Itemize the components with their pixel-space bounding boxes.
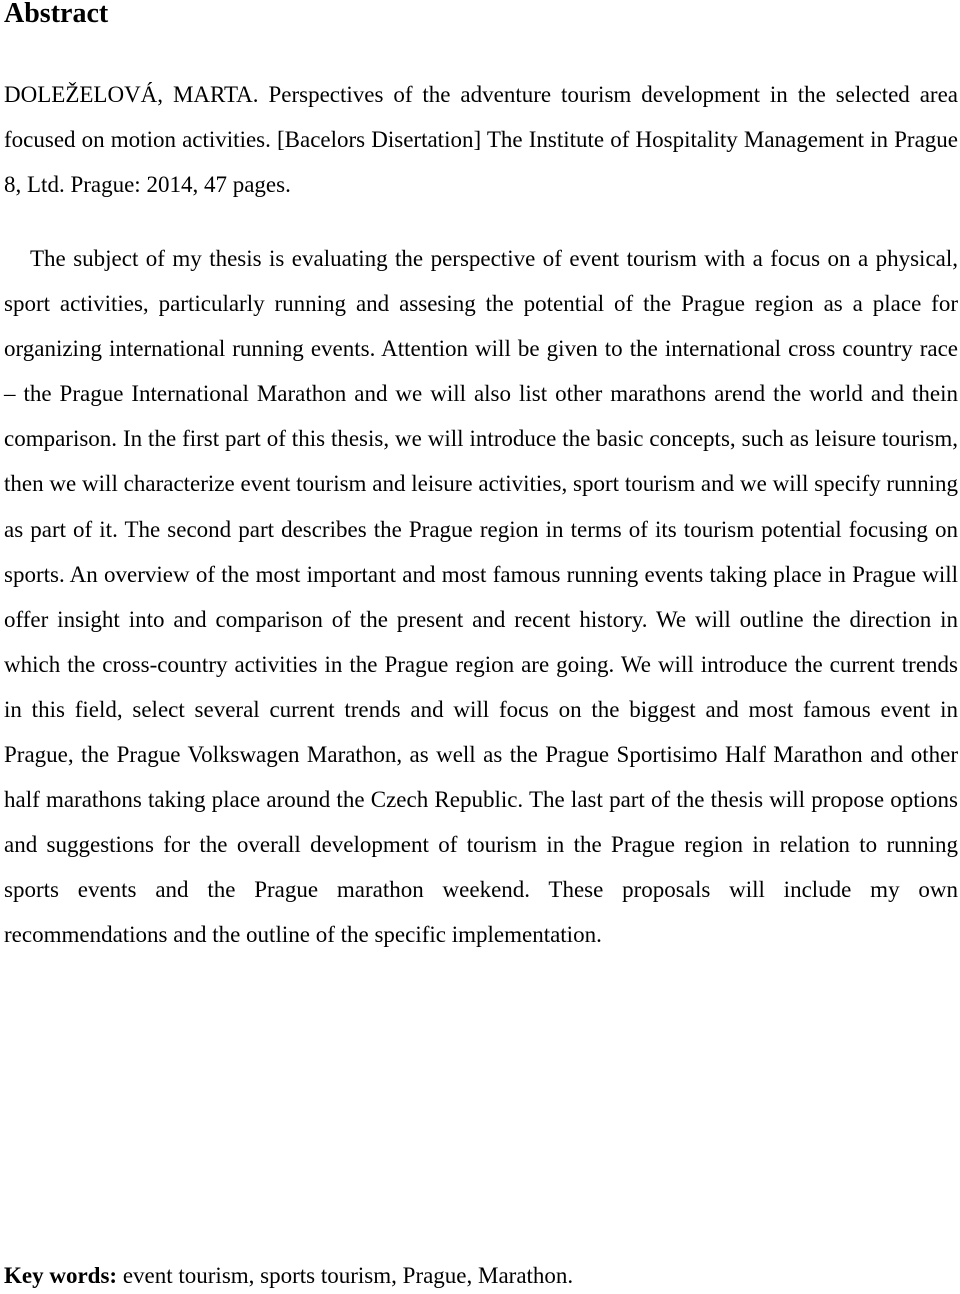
keywords-line	[4, 1258, 958, 1294]
abstract-heading: Abstract	[4, 0, 109, 29]
citation-paragraph: DOLEŽELOVÁ, MARTA. Perspectives of the adventure tourism development in the selected area focused on motion activities. [Bacelors Disertation] The Institute of Hospitality Management in Prague 8, Ltd. Prague: 2014, 47 pages.	[4, 82, 958, 197]
keywords-value: event tourism, sports tourism, Prague, Marathon.	[117, 1263, 574, 1288]
abstract-body-paragraph: The subject of my thesis is evaluating the perspective of event tourism with a focus on a physical, sport activities, particularly running and assesing the potential of the Prague region as a place for organizing international running events. Attention will be given to the international cross country race – the Prague International Marathon and we will also list other marathons arend the world and thein comparison. In the first part of this thesis, we will introduce the basic concepts, such as leisure tourism, then we will characterize event tourism and leisure activities, sport tourism and we will specify running as part of it. The second part describes the Prague region in terms of its tourism potential focusing on sports. An overview of the most important and most famous running events taking place in Prague will offer insight into and comparison of the present and recent history. We will outline the direction in which the cross-country activities in the Prague region are going. We will introduce the current trends in this field, select several current trends and will focus on the biggest and most famous event in Prague, the Prague Volkswagen Marathon, as well as the Prague Sportisimo Half Marathon and other half marathons taking place around the Czech Republic. The last part of the thesis will propose options and suggestions for the overall development of tourism in the Prague region in relation to running sports events and the Prague marathon weekend. These proposals will include my own recommendations and the outline of the specific implementation.	[4, 246, 958, 948]
keywords-label: Key words:	[4, 1263, 118, 1288]
